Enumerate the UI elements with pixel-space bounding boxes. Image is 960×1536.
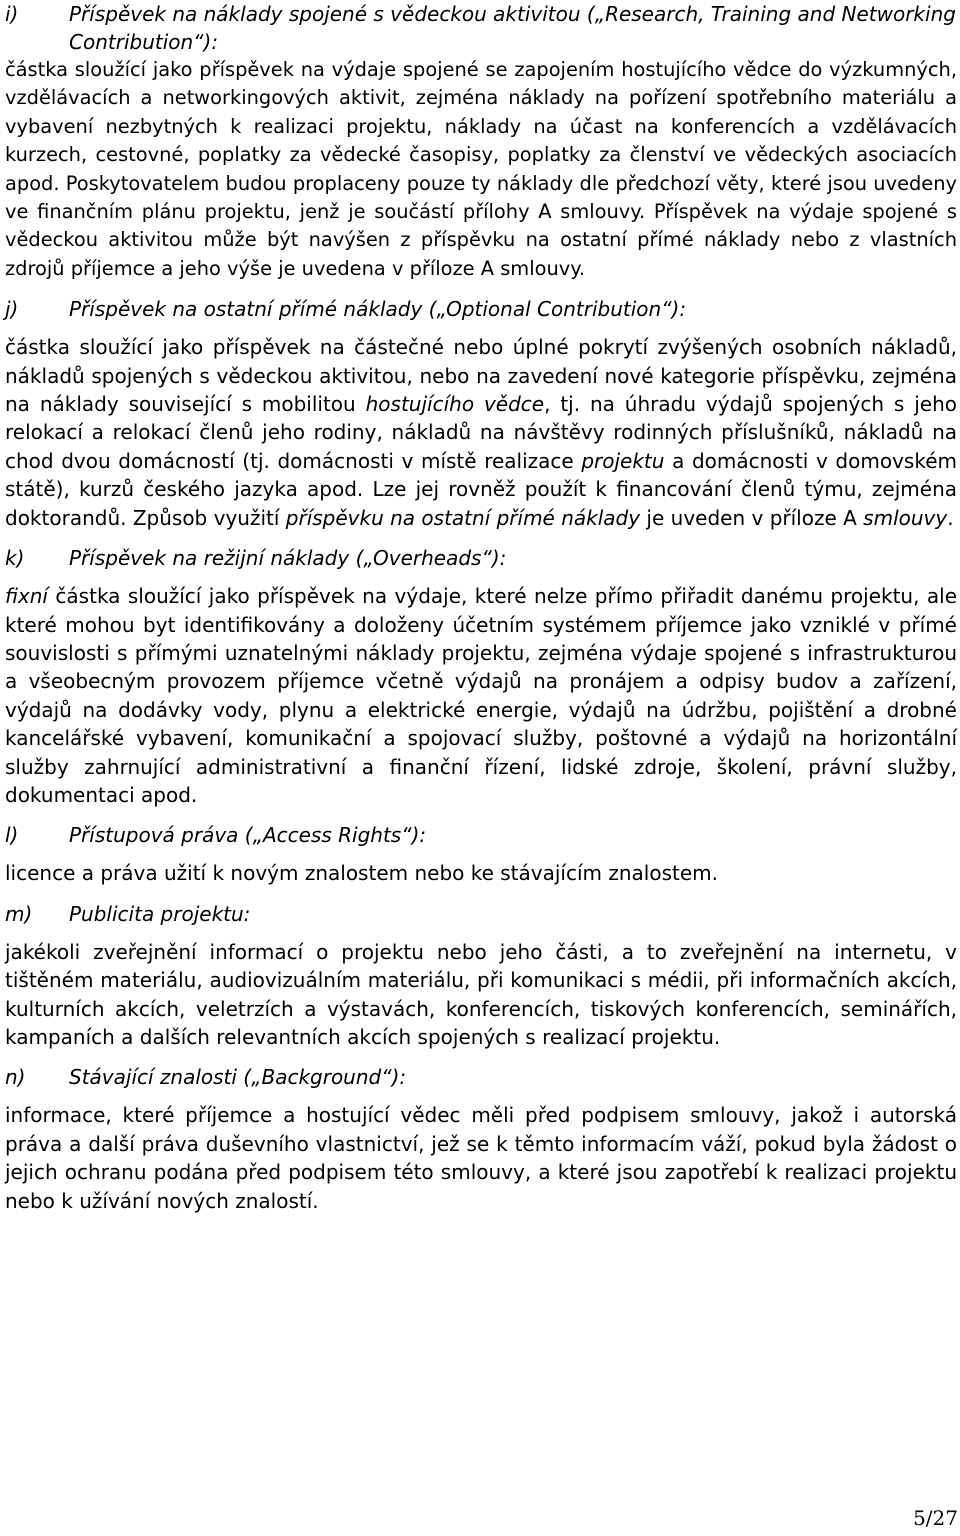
definition-title: Stávající znalosti („Background“): — [69, 1065, 407, 1090]
definition-letter: m) — [5, 901, 33, 926]
definition-j — [5, 295, 957, 532]
body-text: částka sloužící jako příspěvek na částečné nebo úplné pokrytí zvýšených osobních nákladů, nákladů spojených s vědeckou aktivitou, nebo na zavedení nové kategorie příspěvku, zejména na náklady související s mobilitou — [5, 335, 957, 417]
page-number: 5/27 — [913, 1506, 958, 1530]
definition-title: Přístupová práva („Access Rights“): — [69, 823, 427, 848]
definition-letter: i) — [5, 2, 19, 26]
definition-heading — [5, 900, 957, 928]
definition-letter: j) — [5, 297, 19, 322]
body-text: , tj. na úhradu výdajů spojených s jeho relokací a relokací členů jeho rodiny, nákladů na návštěvy rodinných příslušníků, nákladů na chod dvou domácností (tj. domácnosti v místě realizace — [5, 392, 958, 473]
body-text-italic: hostujícího vědce — [365, 392, 545, 417]
definition-heading — [5, 544, 957, 572]
document-page — [5, 0, 957, 1215]
definition-title: Publicita projektu: — [69, 901, 251, 926]
definition-heading — [5, 295, 957, 323]
definition-n — [5, 1063, 957, 1215]
definition-title: Příspěvek na náklady spojené s vědeckou aktivitou („Research, Training and Networking Contribution“): — [69, 2, 956, 54]
definition-body — [5, 333, 957, 532]
definition-title: Příspěvek na ostatní přímé náklady („Optional Contribution“): — [69, 297, 687, 322]
definition-heading — [5, 0, 957, 56]
body-text: a domácnosti v domovském státě), kurzů českého jazyka apod. Lze jej rovněž použít k financování členů týmu, zejména doktorandů. Způsob využití — [5, 448, 957, 530]
body-text: částka sloužící jako příspěvek na výdaje, které nelze přímo přiřadit danému projektu, ale které mohou byt identifikovány a doloženy účetním systémem příjemce jako vzniklé v přímé souvislosti s přímými uznatelnými náklady projektu, zejména výdaje spojené s infrastrukturou a všeobecným provozem příjemce včetně výdajů na pronájem a odpisy budov a zařízení, výdajů na dodávky vody, plynu a elektrické energie, výdajů na údržbu, pojištění a drobné kancelářské vybavení, komunikační a spojovací služby, poštovné a výdajů na horizontální služby zahrnující administrativní a finanční řízení, lidské zdroje, školení, právní služby, dokumentaci apod. — [5, 584, 957, 807]
body-text-italic: smlouvy — [863, 505, 948, 530]
definition-body: informace, které příjemce a hostující vědec měli před podpisem smlouvy, jakož i autorská práva a další práva duševního vlastnictví, jež se k těmto informacím váží, pokud byla žádost o jejich ochranu podána před podpisem této smlouvy, a které jsou zapotřebí k realizaci projektu nebo k užívání nových znalostí. — [5, 1103, 957, 1213]
body-text-italic: příspěvku na ostatní přímé náklady — [285, 505, 641, 530]
body-text-italic: fixní — [5, 584, 48, 609]
body-text-italic: projektu — [581, 448, 665, 473]
definition-body — [5, 582, 957, 809]
definition-letter: n) — [5, 1065, 26, 1090]
definition-heading — [5, 1063, 957, 1091]
definition-title: Příspěvek na režijní náklady („Overheads“): — [69, 546, 507, 571]
definition-letter: k) — [5, 546, 25, 571]
definition-l — [5, 821, 957, 887]
definition-m — [5, 900, 957, 1052]
body-text: je uveden v příloze A — [640, 505, 864, 530]
definition-i — [5, 0, 957, 283]
definition-letter: l) — [5, 823, 19, 848]
body-text: . — [947, 505, 954, 530]
definition-body: částka sloužící jako příspěvek na výdaje spojené se zapojením hostujícího vědce do výzkumných, vzdělávacích a networkingových aktivit, zejména náklady na pořízení spotřebního materiálu a vybavení nezbytných k realizaci projektu, náklady na účast na konferencích a vzdělávacích kurzech, cestovné, poplatky za vědecké časopisy, poplatky za členství ve vědeckých asociacích apod. Poskytovatelem budou proplaceny pouze ty náklady dle předchozí věty, které jsou uvedeny ve finančním plánu projektu, jenž je součástí přílohy A smlouvy. Příspěvek na výdaje spojené s vědeckou aktivitou může být navýšen z příspěvku na ostatní přímé náklady nebo z vlastních zdrojů příjemce a jeho výše je uvedena v příloze A smlouvy. — [5, 58, 957, 280]
definition-body: licence a práva užití k novým znalostem nebo ke stávajícím znalostem. — [5, 861, 719, 886]
definition-body: jakékoli zveřejnění informací o projektu nebo jeho části, a to zveřejnění na internetu, v tištěném materiálu, audiovizuálním materiálu, při komunikaci s médii, při informačních akcích, kulturních akcích, veletrzích a výstavách, konferencích, tiskových konferencích, seminářích, kampaních a dalších relevantních akcích spojených s realizací projektu. — [5, 939, 957, 1049]
definition-heading — [5, 821, 957, 849]
definition-k — [5, 544, 957, 809]
